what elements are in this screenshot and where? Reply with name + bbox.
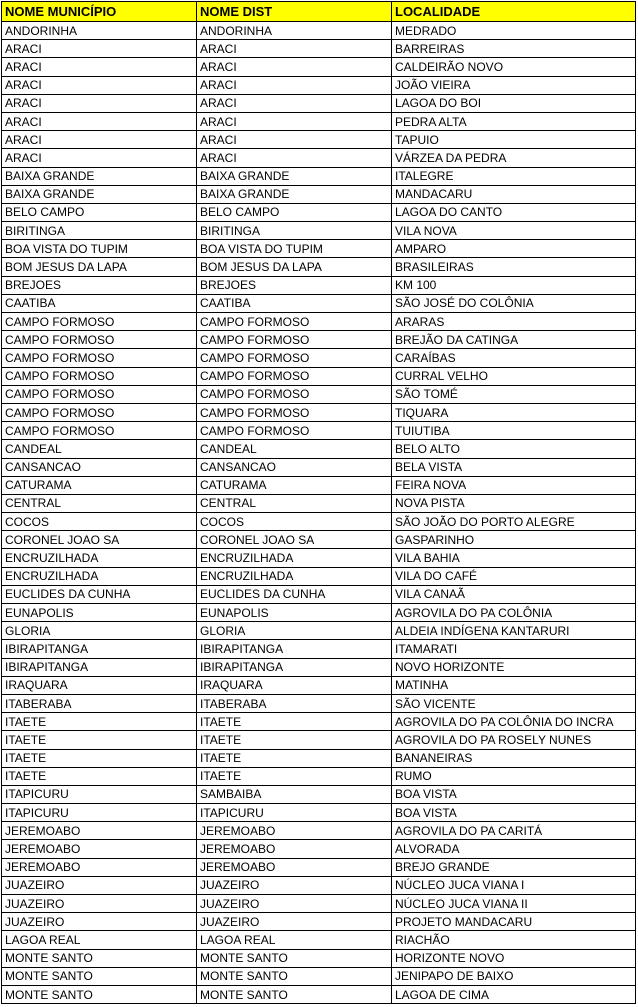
table-row [2,476,636,494]
cell-dist[interactable]: ENCRUZILHADA [197,549,392,567]
table-row [2,858,636,876]
cell-localidade[interactable]: NOVA PISTA [392,494,636,512]
table-row [2,149,636,167]
cell-localidade[interactable]: SÃO JOÃO DO PORTO ALEGRE [392,513,636,531]
cell-municipio[interactable]: BELO CAMPO [2,203,197,221]
cell-municipio[interactable]: IBIRAPITANGA [2,658,197,676]
table-row [2,604,636,622]
cell-localidade[interactable]: SÃO TOMÉ [392,385,636,403]
table-row [2,622,636,640]
table-row [2,895,636,913]
cell-localidade[interactable]: TIQUARA [392,403,636,421]
cell-municipio[interactable]: CAMPO FORMOSO [2,367,197,385]
table-row [2,203,636,221]
cell-dist[interactable]: JEREMOABO [197,858,392,876]
table-row [2,804,636,822]
header-row [2,2,636,22]
cell-municipio[interactable]: JUAZEIRO [2,895,197,913]
cell-dist[interactable]: CAMPO FORMOSO [197,331,392,349]
table-row [2,367,636,385]
cell-dist[interactable]: ARACI [197,112,392,130]
cell-municipio[interactable]: BAIXA GRANDE [2,185,197,203]
cell-municipio[interactable]: BREJOES [2,276,197,294]
cell-localidade[interactable]: RUMO [392,767,636,785]
cell-municipio[interactable]: IRAQUARA [2,676,197,694]
table-row [2,422,636,440]
cell-dist[interactable]: SAMBAIBA [197,785,392,803]
table-row [2,494,636,512]
cell-localidade[interactable]: CALDEIRÃO NOVO [392,58,636,76]
cell-dist[interactable]: CAMPO FORMOSO [197,349,392,367]
cell-municipio[interactable]: CAMPO FORMOSO [2,313,197,331]
cell-municipio[interactable]: ITABERABA [2,694,197,712]
cell-dist[interactable]: CAMPO FORMOSO [197,313,392,331]
cell-localidade[interactable]: PEDRA ALTA [392,112,636,130]
cell-dist[interactable]: ARACI [197,40,392,58]
cell-localidade[interactable]: AGROVILA DO PA ROSELY NUNES [392,731,636,749]
table-row [2,913,636,931]
cell-dist[interactable]: ITAETE [197,731,392,749]
cell-localidade[interactable]: NOVO HORIZONTE [392,658,636,676]
cell-municipio[interactable]: ARACI [2,40,197,58]
cell-municipio[interactable]: JEREMOABO [2,840,197,858]
table-row [2,458,636,476]
cell-dist[interactable]: CAMPO FORMOSO [197,385,392,403]
cell-localidade[interactable]: BELA VISTA [392,458,636,476]
cell-municipio[interactable]: CANSANCAO [2,458,197,476]
cell-localidade[interactable]: CURRAL VELHO [392,367,636,385]
cell-localidade[interactable]: MATINHA [392,676,636,694]
cell-municipio[interactable]: EUNAPOLIS [2,604,197,622]
cell-municipio[interactable]: ARACI [2,112,197,130]
cell-localidade[interactable]: TAPUIO [392,131,636,149]
cell-municipio[interactable]: CAATIBA [2,294,197,312]
table-row [2,349,636,367]
cell-municipio[interactable]: CANDEAL [2,440,197,458]
table-row [2,876,636,894]
cell-localidade[interactable]: VILA NOVA [392,222,636,240]
cell-dist[interactable]: GLORIA [197,622,392,640]
cell-localidade[interactable]: SÃO JOSÉ DO COLÔNIA [392,294,636,312]
cell-municipio[interactable]: CATURAMA [2,476,197,494]
cell-localidade[interactable]: ALDEIA INDÍGENA KANTARURI [392,622,636,640]
table-row [2,931,636,949]
cell-localidade[interactable]: PROJETO MANDACARU [392,913,636,931]
cell-municipio[interactable]: CAMPO FORMOSO [2,385,197,403]
table-row [2,58,636,76]
cell-municipio[interactable]: ITAETE [2,749,197,767]
cell-municipio[interactable]: JEREMOABO [2,858,197,876]
table-row [2,385,636,403]
table-row [2,531,636,549]
cell-localidade[interactable]: RIACHÃO [392,931,636,949]
table-row [2,331,636,349]
table-row [2,76,636,94]
table-row [2,749,636,767]
table-row [2,222,636,240]
cell-municipio[interactable]: MONTE SANTO [2,967,197,985]
cell-localidade[interactable]: VILA DO CAFÉ [392,567,636,585]
cell-municipio[interactable]: CENTRAL [2,494,197,512]
column-header-localidade[interactable]: LOCALIDADE [392,2,636,22]
table-row [2,131,636,149]
cell-municipio[interactable]: ENCRUZILHADA [2,567,197,585]
table-row [2,967,636,985]
cell-dist[interactable]: CAMPO FORMOSO [197,422,392,440]
table-row [2,658,636,676]
cell-localidade[interactable]: LAGOA DO CANTO [392,203,636,221]
cell-municipio[interactable]: ARACI [2,94,197,112]
cell-dist[interactable]: ITAETE [197,749,392,767]
cell-localidade[interactable]: BOA VISTA [392,804,636,822]
table-row [2,840,636,858]
cell-localidade[interactable]: MEDRADO [392,22,636,40]
table-row [2,240,636,258]
cell-municipio[interactable]: CAMPO FORMOSO [2,331,197,349]
cell-dist[interactable]: JEREMOABO [197,822,392,840]
table-row [2,440,636,458]
table-row [2,167,636,185]
cell-municipio[interactable]: ITAPICURU [2,785,197,803]
cell-dist[interactable]: ITABERABA [197,694,392,712]
cell-municipio[interactable]: BAIXA GRANDE [2,167,197,185]
cell-dist[interactable]: ITAETE [197,767,392,785]
cell-dist[interactable]: ARACI [197,58,392,76]
cell-localidade[interactable]: BELO ALTO [392,440,636,458]
cell-dist[interactable]: ENCRUZILHADA [197,567,392,585]
cell-municipio[interactable]: COCOS [2,513,197,531]
table-row [2,403,636,421]
cell-localidade[interactable]: ARARAS [392,313,636,331]
cell-localidade[interactable]: BREJÃO DA CATINGA [392,331,636,349]
table-row [2,94,636,112]
table-row [2,567,636,585]
cell-localidade[interactable]: JOÃO VIEIRA [392,76,636,94]
table-row [2,112,636,130]
table-row [2,640,636,658]
cell-municipio[interactable]: BOM JESUS DA LAPA [2,258,197,276]
cell-municipio[interactable]: ARACI [2,76,197,94]
cell-municipio[interactable]: ITAETE [2,767,197,785]
cell-municipio[interactable]: CORONEL JOAO SA [2,531,197,549]
table-row [2,513,636,531]
cell-localidade[interactable]: BREJO GRANDE [392,858,636,876]
cell-dist[interactable]: EUCLIDES DA CUNHA [197,585,392,603]
cell-dist[interactable]: BIRITINGA [197,222,392,240]
cell-municipio[interactable]: BIRITINGA [2,222,197,240]
cell-localidade[interactable]: ITAMARATI [392,640,636,658]
cell-localidade[interactable]: LAGOA DE CIMA [392,985,636,1003]
cell-dist[interactable]: MONTE SANTO [197,949,392,967]
cell-localidade[interactable]: VÁRZEA DA PEDRA [392,149,636,167]
cell-localidade[interactable]: KM 100 [392,276,636,294]
cell-localidade[interactable]: NÚCLEO JUCA VIANA II [392,895,636,913]
cell-localidade[interactable]: AGROVILA DO PA CARITÁ [392,822,636,840]
cell-dist[interactable]: IRAQUARA [197,676,392,694]
cell-localidade[interactable]: AGROVILA DO PA COLÔNIA DO INCRA [392,713,636,731]
cell-dist[interactable]: MONTE SANTO [197,967,392,985]
cell-municipio[interactable]: ARACI [2,131,197,149]
cell-localidade[interactable]: SÃO VICENTE [392,694,636,712]
cell-localidade[interactable]: JENIPAPO DE BAIXO [392,967,636,985]
cell-localidade[interactable]: TUIUTIBA [392,422,636,440]
cell-localidade[interactable]: BOA VISTA [392,785,636,803]
table-row [2,713,636,731]
cell-localidade[interactable]: AGROVILA DO PA COLÔNIA [392,604,636,622]
cell-dist[interactable]: BREJOES [197,276,392,294]
cell-dist[interactable]: CAMPO FORMOSO [197,403,392,421]
cell-municipio[interactable]: LAGOA REAL [2,931,197,949]
cell-municipio[interactable]: CAMPO FORMOSO [2,422,197,440]
cell-dist[interactable]: CANSANCAO [197,458,392,476]
cell-localidade[interactable]: VILA CANAÃ [392,585,636,603]
cell-municipio[interactable]: ITAETE [2,731,197,749]
table-row [2,785,636,803]
table-row [2,313,636,331]
cell-dist[interactable]: JEREMOABO [197,840,392,858]
cell-dist[interactable]: ARACI [197,76,392,94]
cell-dist[interactable]: BOM JESUS DA LAPA [197,258,392,276]
table-row [2,949,636,967]
cell-municipio[interactable]: ITAETE [2,713,197,731]
cell-localidade[interactable]: GASPARINHO [392,531,636,549]
cell-localidade[interactable]: BRASILEIRAS [392,258,636,276]
cell-dist[interactable]: JUAZEIRO [197,895,392,913]
cell-municipio[interactable]: ENCRUZILHADA [2,549,197,567]
cell-dist[interactable]: ARACI [197,94,392,112]
cell-dist[interactable]: ARACI [197,149,392,167]
table-row [2,822,636,840]
cell-dist[interactable]: MONTE SANTO [197,985,392,1003]
cell-localidade[interactable]: BARREIRAS [392,40,636,58]
cell-dist[interactable]: IBIRAPITANGA [197,640,392,658]
cell-municipio[interactable]: GLORIA [2,622,197,640]
cell-dist[interactable]: CATURAMA [197,476,392,494]
cell-dist[interactable]: JUAZEIRO [197,876,392,894]
column-header-municipio[interactable]: NOME MUNICÍPIO [2,2,197,22]
table-row [2,549,636,567]
table-row [2,22,636,40]
cell-dist[interactable]: EUNAPOLIS [197,604,392,622]
table-body [2,22,636,1004]
cell-localidade[interactable]: FEIRA NOVA [392,476,636,494]
cell-dist[interactable]: ITAETE [197,713,392,731]
table-row [2,585,636,603]
column-header-dist[interactable]: NOME DIST [197,2,392,22]
cell-dist[interactable]: JUAZEIRO [197,913,392,931]
table-row [2,767,636,785]
cell-localidade[interactable]: AMPARO [392,240,636,258]
localities-table [1,1,636,1004]
cell-dist[interactable]: LAGOA REAL [197,931,392,949]
table-row [2,985,636,1003]
cell-municipio[interactable]: JUAZEIRO [2,913,197,931]
cell-municipio[interactable]: EUCLIDES DA CUNHA [2,585,197,603]
cell-localidade[interactable]: ALVORADA [392,840,636,858]
cell-dist[interactable]: BAIXA GRANDE [197,167,392,185]
table-row [2,294,636,312]
cell-municipio[interactable]: ANDORINHA [2,22,197,40]
cell-dist[interactable]: ARACI [197,131,392,149]
cell-localidade[interactable]: VILA BAHIA [392,549,636,567]
cell-municipio[interactable]: ARACI [2,149,197,167]
cell-dist[interactable]: CORONEL JOAO SA [197,531,392,549]
cell-municipio[interactable]: MONTE SANTO [2,949,197,967]
cell-localidade[interactable]: CARAÍBAS [392,349,636,367]
cell-dist[interactable]: ITAPICURU [197,804,392,822]
cell-localidade[interactable]: ITALEGRE [392,167,636,185]
table-row [2,40,636,58]
cell-localidade[interactable]: LAGOA DO BOI [392,94,636,112]
cell-dist[interactable]: IBIRAPITANGA [197,658,392,676]
cell-localidade[interactable]: MANDACARU [392,185,636,203]
cell-dist[interactable]: CAMPO FORMOSO [197,367,392,385]
cell-localidade[interactable]: HORIZONTE NOVO [392,949,636,967]
cell-localidade[interactable]: NÚCLEO JUCA VIANA I [392,876,636,894]
cell-municipio[interactable]: JUAZEIRO [2,876,197,894]
cell-municipio[interactable]: CAMPO FORMOSO [2,349,197,367]
table-row [2,185,636,203]
cell-dist[interactable]: CANDEAL [197,440,392,458]
table-row [2,731,636,749]
table-row [2,694,636,712]
cell-dist[interactable]: CENTRAL [197,494,392,512]
cell-municipio[interactable]: BOA VISTA DO TUPIM [2,240,197,258]
table-row [2,676,636,694]
cell-dist[interactable]: BELO CAMPO [197,203,392,221]
cell-dist[interactable]: BAIXA GRANDE [197,185,392,203]
cell-municipio[interactable]: MONTE SANTO [2,985,197,1003]
cell-municipio[interactable]: ARACI [2,58,197,76]
cell-dist[interactable]: BOA VISTA DO TUPIM [197,240,392,258]
cell-municipio[interactable]: ITAPICURU [2,804,197,822]
cell-municipio[interactable]: CAMPO FORMOSO [2,403,197,421]
cell-dist[interactable]: COCOS [197,513,392,531]
cell-dist[interactable]: ANDORINHA [197,22,392,40]
cell-localidade[interactable]: BANANEIRAS [392,749,636,767]
table-row [2,276,636,294]
cell-municipio[interactable]: IBIRAPITANGA [2,640,197,658]
cell-municipio[interactable]: JEREMOABO [2,822,197,840]
table-row [2,258,636,276]
cell-dist[interactable]: CAATIBA [197,294,392,312]
